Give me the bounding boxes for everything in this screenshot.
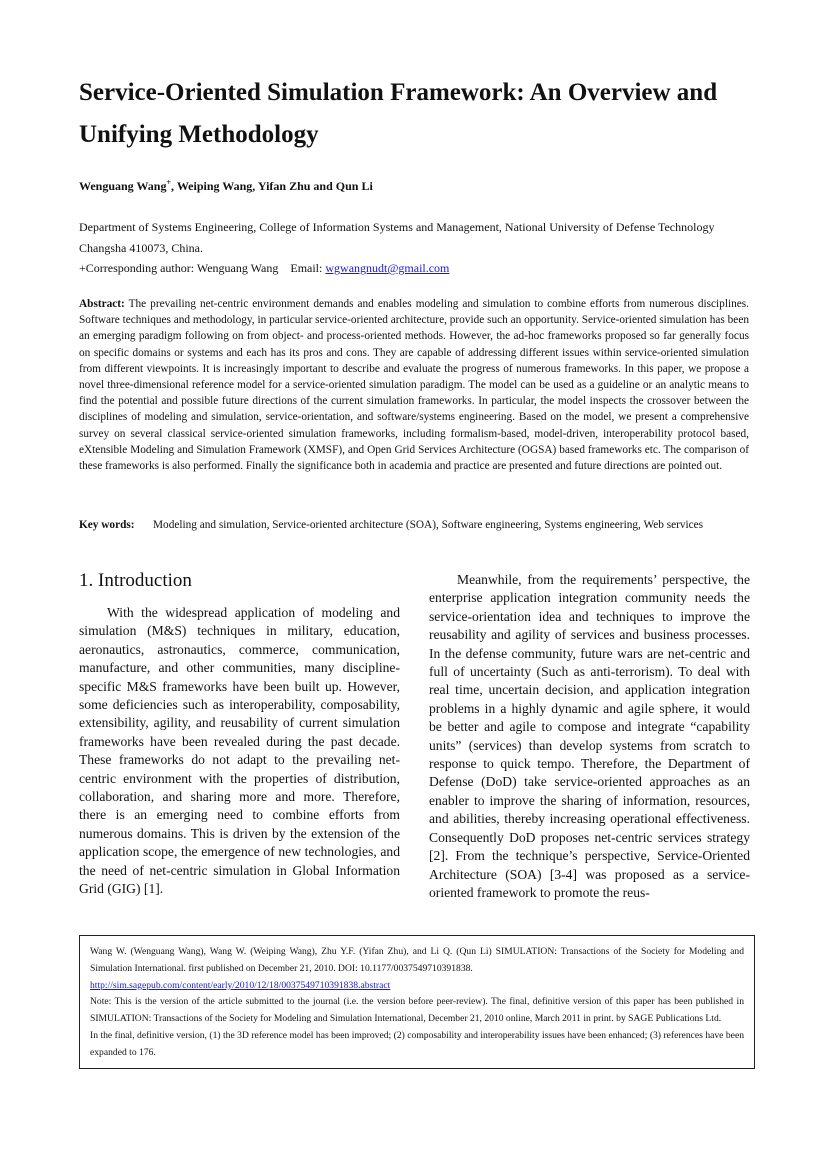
affiliation-line-1: Department of Systems Engineering, College of Information Systems and Management, National University of Defense Technology xyxy=(79,220,715,234)
keywords-label: Key words: xyxy=(79,519,135,531)
left-column xyxy=(79,568,400,899)
abstract-text: The prevailing net-centric environment demands and enables modeling and simulation to combine efforts from numerous disciplines. Software techniques and methodology, in particular service-oriented architecture, provide such an opportunity. Service-oriented simulation has been an emerging paradigm following on from object- and process-oriented methods. However, the ad-hoc frameworks proposed so far generally focus on specific domains or systems and each has its pros and cons. They are capable of addressing different issues within service-oriented simulation from different viewpoints. It is increasingly important to describe and evaluate the progress of numerous frameworks. In this paper, we propose a novel three-dimensional reference model for a service-oriented simulation paradigm. The model can be used as a guideline or an analytic means to find the potential and possible future directions of the current simulation frameworks. In particular, the model inspects the crossover between the disciplines of modeling and simulation, service-orientation, and software/systems engineering. Based on the model, we present a comprehensive survey on several classical service-oriented simulation frameworks, including formalism-based, model-driven, interoperability protocol based, eXtensible Modeling and Simulation Framework (XMSF), and Open Grid Services Architecture (OGSA) based frameworks etc. The comparison of these frameworks is also performed. Finally the significance both in academia and practice are presented and future directions are pointed out. xyxy=(79,298,749,473)
footnote-doi-link[interactable]: http://sim.sagepub.com/content/early/2010/12/18/0037549710391838.abstract xyxy=(90,979,391,991)
section-heading-introduction: 1. Introduction xyxy=(79,570,192,591)
intro-paragraph-right: Meanwhile, from the requirements’ perspective, the enterprise application integration community needs the service-orientation idea and techniques to improve the reusability and agility of services and business processes. In the defense community, future wars are net-centric and full of uncertainty (Such as anti-terrorism). To deal with real time, uncertain decision, and application integration problems in a highly dynamic and agile sphere, it would be better and agile to compose and integrate “capability units” (services) than develop systems from scratch to response to quick tempo. Therefore, the Department of Defense (DoD) take service-oriented approaches as an enabler to improve the sharing of information, resources, and abilities, thereby increasing operational effectiveness. Consequently DoD proposes net-centric services strategy [2]. From the technique’s perspective, Service-Oriented Architecture (SOA) [3-4] was proposed as a service-oriented framework to promote the reus- xyxy=(429,572,750,900)
corresponding-mark: + xyxy=(166,178,172,187)
affiliation-line-2: Changsha 410073, China. xyxy=(79,240,203,255)
abstract-label: Abstract: xyxy=(79,298,125,310)
footnote-note: Note: This is the version of the article submitted to the journal (i.e. the version before peer-review). The final, definitive version of this paper has been published in SIMULATION: Transactions of the Society for Modeling and Simulation International, December 21, 2010 online, March 2011 in print. by SAGE Publications Ltd. xyxy=(90,996,744,1025)
footnote-final-version: In the final, definitive version, (1) the 3D reference model has been improved; (2) composability and interoperability issues have been enhanced; (3) references have been expanded to 176. xyxy=(90,1029,744,1058)
email-link[interactable]: wgwangnudt@gmail.com xyxy=(325,261,450,275)
intro-paragraph-left: With the widespread application of modeling and simulation (M&S) techniques in military, education, aeronautics, astronautics, commerce, communication, manufacture, and other communities, many discipline-specific M&S frameworks have been built up. However, some deficiencies such as interoperability, composability, extensibility, agility, and reusability of current simulation frameworks have been revealed during the past decade. These frameworks do not adapt to the prevailing net-centric environment with the properties of distribution, collaboration, and sharing more and more. Therefore, there is an emerging need to combine efforts from numerous domains. This is driven by the extension of the application scope, the emergence of new technologies, and the need of net-centric simulation in Global Information Grid (GIG) [1]. xyxy=(79,605,400,897)
footnote-citation: Wang W. (Wenguang Wang), Wang W. (Weiping Wang), Zhu Y.F. (Yifan Zhu), and Li Q. (Qun Li) SIMULATION: Transactions of the Society for Modeling and Simulation International. first published on December 21, 2010. DOI: 10.1177/0037549710391838. xyxy=(90,946,744,974)
corresponding-prefix: +Corresponding author: Wenguang Wang Email: xyxy=(79,261,326,275)
abstract xyxy=(79,296,749,474)
keywords-text: Modeling and simulation, Service-oriented architecture (SOA), Software engineering, Systems engineering, Web services xyxy=(153,519,704,531)
publication-footnote-box xyxy=(79,935,755,1069)
affiliation-block xyxy=(79,217,759,279)
author-list xyxy=(79,178,373,194)
paper-title: Service-Oriented Simulation Framework: An Overview and Unifying Methodology xyxy=(79,79,718,148)
right-column xyxy=(429,571,750,902)
other-authors: , Weiping Wang, Yifan Zhu and Qun Li xyxy=(171,179,373,193)
first-author: Wenguang Wang xyxy=(79,179,167,193)
keywords xyxy=(79,517,749,534)
corresponding-author-line xyxy=(79,258,759,279)
